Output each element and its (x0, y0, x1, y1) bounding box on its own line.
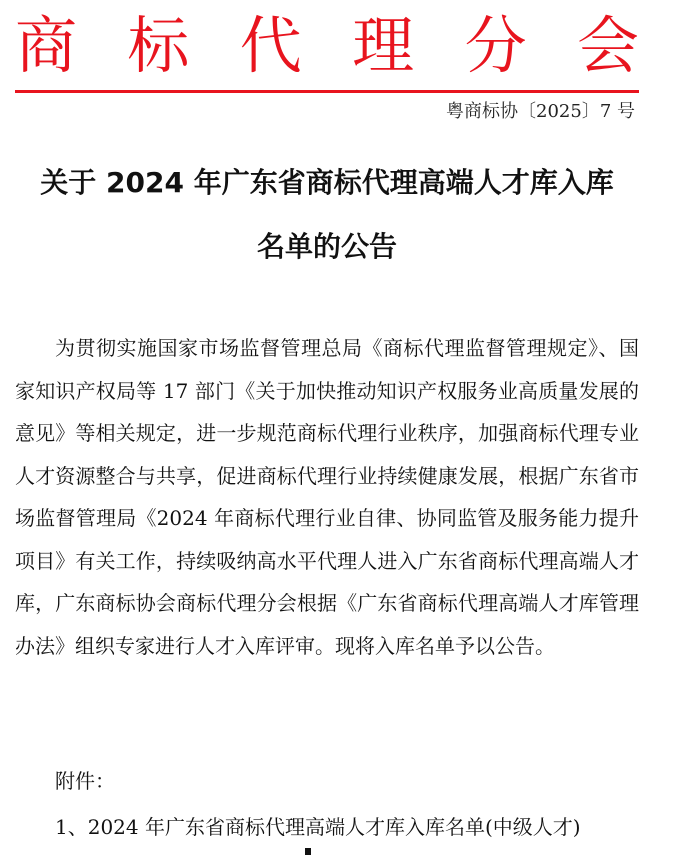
masthead-char: 会 (576, 9, 639, 82)
masthead-char: 商 (15, 9, 78, 82)
masthead-char: 代 (239, 9, 302, 82)
masthead (15, 8, 639, 84)
masthead-char: 理 (352, 9, 415, 82)
document-title-line-1: 关于 2024 年广东省商标代理高端人才库入库 (40, 166, 614, 199)
masthead-char: 标 (127, 9, 190, 82)
masthead-divider (15, 90, 639, 93)
page-cut-mark (305, 848, 311, 855)
masthead-char: 分 (464, 9, 527, 82)
attachment-item: 1、2024 年广东省商标代理高端人才库入库名单(中级人才) (55, 815, 581, 839)
announcement-body: 为贯彻实施国家市场监督管理总局《商标代理监督管理规定》、国家知识产权局等 17 部门《关于加快推动知识产权服务业高质量发展的意见》等相关规定，进一步规范商标代理行业秩序，加强商标代理专业人才资源整合与共享，促进商标代理行业持续健康发展，根据广东省市场监督管理局《2024 年商标代理行业自律、协同监管及服务能力提升项目》有关工作，持续吸纳高水平代理人进入广东省商标代理高端人才库，广东商标协会商标代理分会根据《广东省商标代理高端人才库管理办法》组织专家进行人才入库评审。现将入库名单予以公告。 (15, 336, 639, 658)
document-number: 粤商标协〔2025〕7 号 (446, 101, 635, 122)
attachments-label: 附件： (55, 769, 115, 793)
document-title-line-2: 名单的公告 (256, 230, 397, 263)
